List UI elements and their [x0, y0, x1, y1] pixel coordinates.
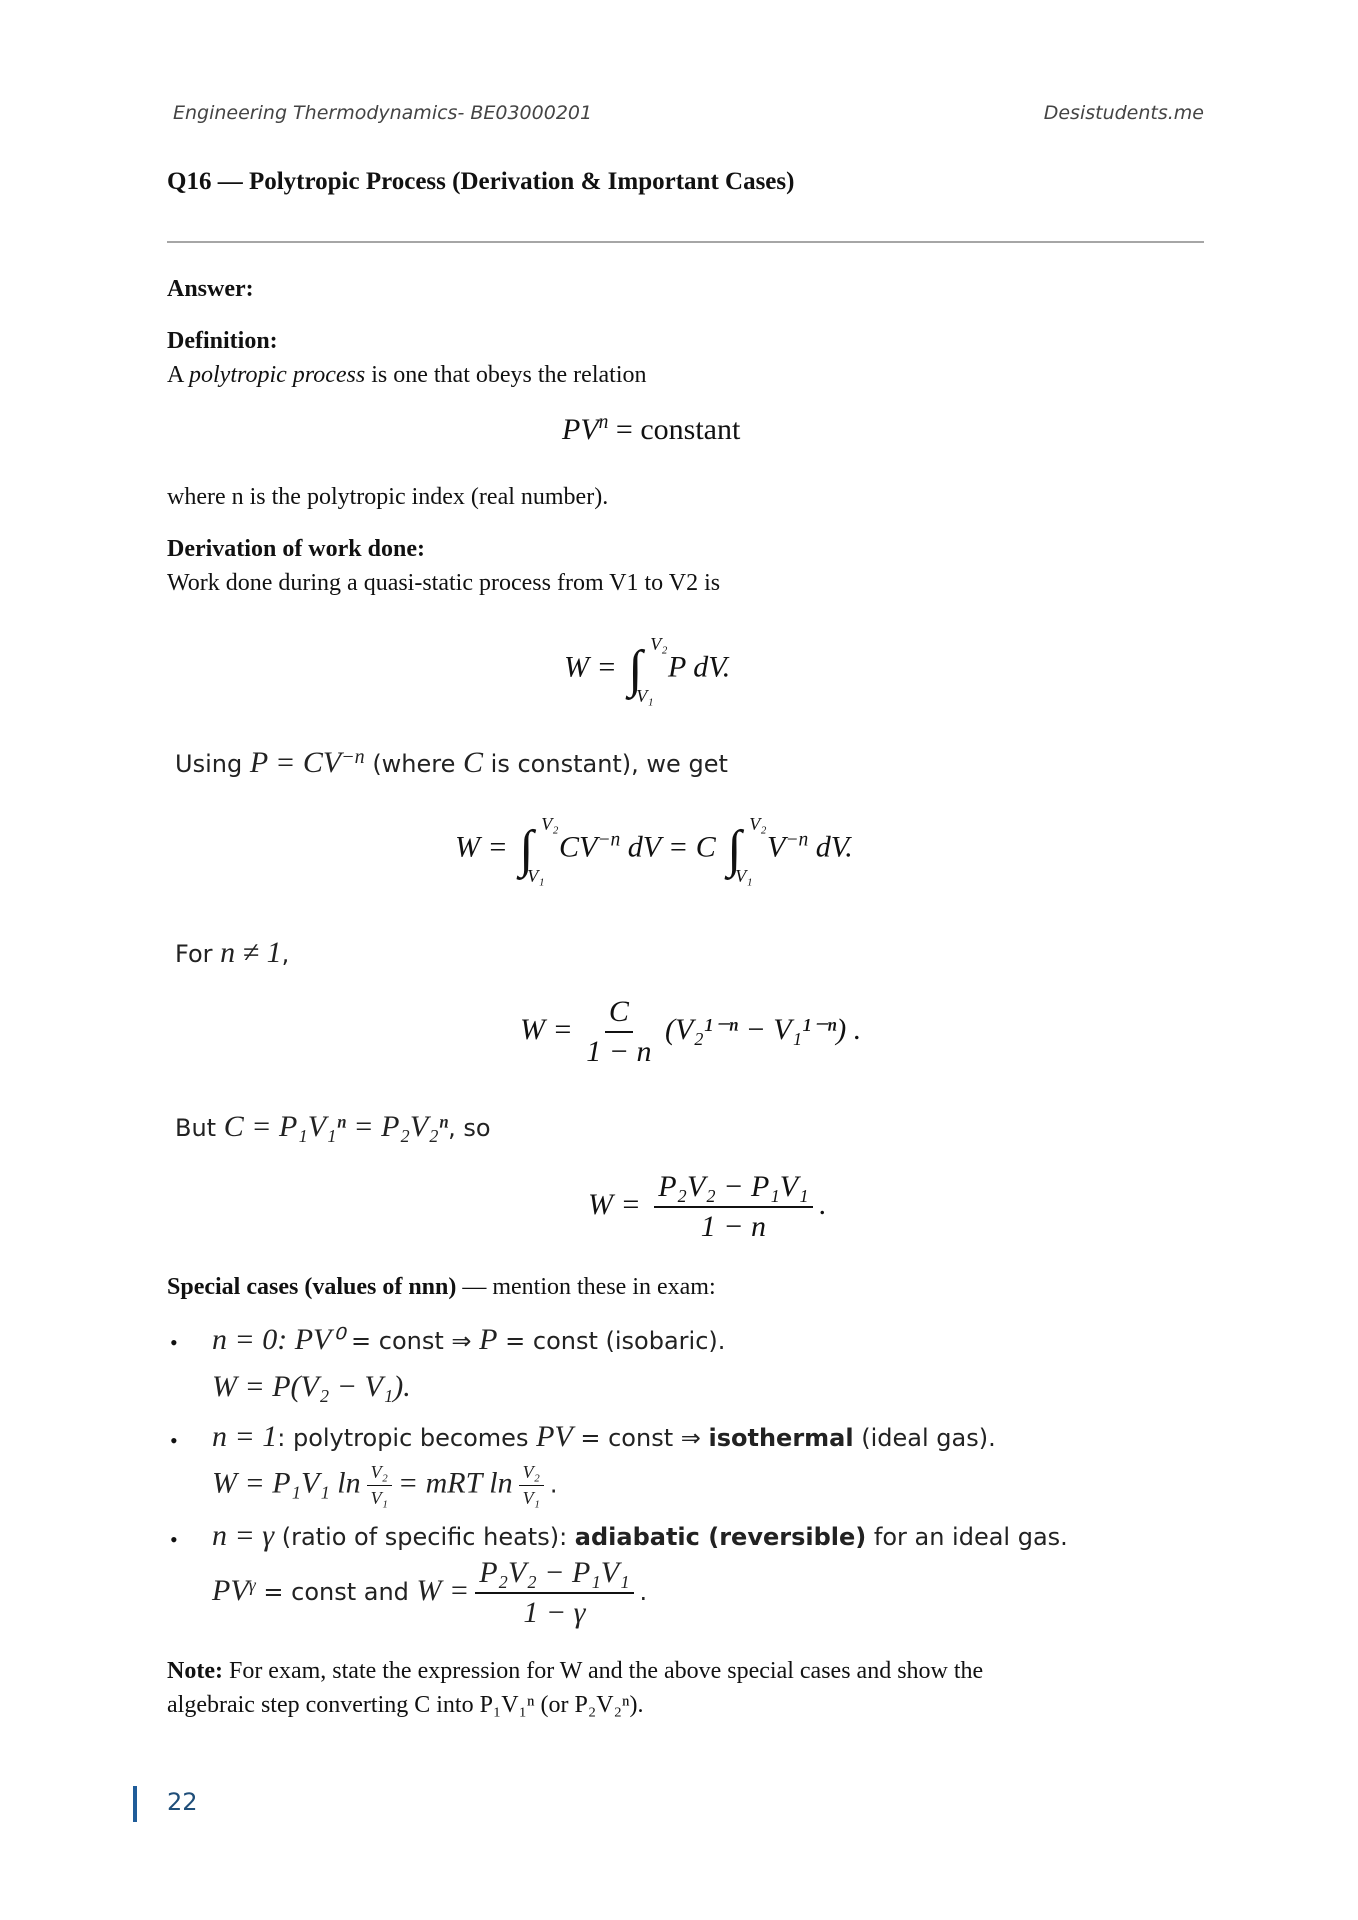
case-ngamma-work: [212, 1556, 647, 1630]
derivation-heading: Derivation of work done:: [167, 536, 425, 562]
case-n0-work: [212, 1370, 411, 1404]
header-site: Desistudents.me: [1043, 102, 1204, 124]
integral-sign: [628, 634, 668, 706]
text: — mention these in exam:: [456, 1274, 716, 1300]
eq-part: −n: [341, 746, 365, 768]
upper-limit: V₂: [749, 814, 767, 834]
text: (ratio of specific heats):: [274, 1523, 575, 1551]
text: is constant), we get: [483, 750, 728, 778]
eq-part: W =: [588, 1187, 641, 1221]
eq-part: ∫: [519, 821, 534, 878]
numerator: P₂V₂ − P₁V₁: [654, 1170, 812, 1208]
text: , so: [448, 1114, 491, 1142]
text: = const ⇒: [343, 1327, 480, 1355]
eq-part: n: [598, 412, 609, 433]
text: = const ⇒: [572, 1424, 709, 1452]
heading: Special cases (values of nnn): [167, 1274, 457, 1300]
denominator: V₁: [522, 1488, 540, 1508]
eq-part: W =: [455, 830, 508, 864]
case-n1: [212, 1420, 996, 1454]
upper-limit: V₂: [650, 634, 668, 654]
eq-part: W =: [520, 1012, 573, 1046]
fraction: [519, 1462, 544, 1509]
answer-label: Answer:: [167, 276, 254, 302]
case-n0: [212, 1322, 725, 1357]
eq-part: dV = C: [620, 830, 716, 864]
bullet-icon: •: [170, 1330, 178, 1355]
eq-part: W = P(V₂ − V₁).: [212, 1370, 411, 1403]
text: A: [167, 362, 190, 388]
text: isothermal: [708, 1424, 854, 1452]
text: Using: [175, 750, 250, 778]
eq-part: n = 0: PV⁰: [212, 1323, 344, 1356]
fraction: [586, 995, 651, 1069]
denominator: 1 − n: [700, 1210, 766, 1243]
eq-part: C = P₁V₁ⁿ = P₂V₂ⁿ: [223, 1110, 449, 1143]
text: = const and: [255, 1578, 417, 1606]
page-number: 22: [167, 1788, 198, 1816]
eq-part: P = CV: [249, 746, 342, 779]
term: polytropic process: [189, 362, 366, 388]
eq-part: ∫: [628, 641, 643, 698]
eq-part: .: [818, 1187, 826, 1221]
text: for an ideal gas.: [866, 1523, 1068, 1551]
eq-part: = constant: [608, 413, 741, 446]
fraction: [654, 1170, 812, 1244]
fraction: [475, 1556, 633, 1630]
eq-part: (V₂¹⁻ⁿ − V₁¹⁻ⁿ) .: [664, 1012, 862, 1046]
using-line: [175, 746, 728, 780]
equation-work-substituted: [455, 814, 853, 886]
lower-limit: V₁: [636, 686, 654, 706]
eq-part: W = P₁V₁ ln: [212, 1466, 361, 1500]
equation-work-n-not-1: [520, 995, 861, 1069]
eq-part: n ≠ 1: [220, 936, 282, 969]
text: (ideal gas).: [853, 1424, 996, 1452]
numerator: V₂: [367, 1462, 392, 1486]
note-line-2: algebraic step converting C into P₁V₁ⁿ (or P₂V₂ⁿ).: [167, 1692, 644, 1718]
eq-part: −n: [597, 829, 621, 851]
note-line-1: [167, 1658, 983, 1685]
case-ngamma: [212, 1519, 1068, 1553]
header-course-title: Engineering Thermodynamics- BE03000201: [173, 102, 593, 124]
text: : polytropic becomes: [277, 1424, 537, 1452]
eq-part: P: [479, 1323, 498, 1356]
text: adiabatic (reversible): [574, 1523, 867, 1551]
for-line: [175, 936, 289, 970]
integral-sign: [727, 814, 767, 886]
denominator: 1 − n: [586, 1035, 652, 1068]
eq-part: W =: [564, 650, 617, 684]
numerator: V₂: [519, 1462, 544, 1486]
divider: [167, 241, 1204, 243]
eq-part: C: [463, 746, 484, 779]
lower-limit: V₁: [527, 866, 545, 886]
lower-limit: V₁: [735, 866, 753, 886]
text: ,: [281, 940, 290, 968]
text: For: [175, 940, 221, 968]
eq-part: W =: [416, 1574, 470, 1607]
note-label: Note:: [167, 1658, 223, 1684]
definition-text: [167, 362, 646, 389]
bullet-icon: •: [170, 1428, 178, 1453]
derivation-intro: Work done during a quasi-static process from V1 to V2 is: [167, 570, 721, 596]
case-n1-work: [212, 1462, 557, 1509]
eq-part: CV: [558, 830, 598, 864]
eq-part: .: [639, 1578, 648, 1606]
eq-part: .: [549, 1470, 558, 1499]
text: (where: [364, 750, 464, 778]
equation-pvn: [562, 412, 740, 447]
bullet-icon: •: [170, 1527, 178, 1552]
text: For exam, state the expression for W and the above special cases and show the: [222, 1658, 984, 1684]
eq-part: −n: [785, 829, 809, 851]
page-number-bar: [133, 1786, 137, 1822]
upper-limit: V₂: [541, 814, 559, 834]
but-line: [175, 1110, 491, 1144]
eq-part: n = 1: [212, 1420, 278, 1453]
equation-work-integral: [564, 634, 731, 706]
text: = const (isobaric).: [497, 1327, 726, 1355]
equation-work-final: [588, 1170, 826, 1244]
numerator: P₂V₂ − P₁V₁: [475, 1556, 633, 1594]
special-heading: [167, 1274, 716, 1301]
eq-part: PV: [562, 413, 599, 446]
page-title: Q16 — Polytropic Process (Derivation & Important Cases): [167, 168, 795, 195]
text: But: [175, 1114, 224, 1142]
eq-part: ∫: [727, 821, 742, 878]
eq-part: γ: [248, 1575, 256, 1595]
where-text: where n is the polytropic index (real number).: [167, 484, 609, 510]
text: is one that obeys the relation: [365, 362, 647, 388]
definition-heading: Definition:: [167, 328, 278, 354]
eq-part: n = γ: [212, 1519, 275, 1552]
eq-part: dV.: [808, 830, 853, 864]
eq-part: = mRT ln: [397, 1466, 513, 1500]
eq-part: P dV.: [667, 650, 731, 684]
eq-part: PV: [212, 1574, 249, 1607]
integral-sign: [519, 814, 559, 886]
denominator: 1 − γ: [523, 1596, 586, 1629]
fraction: [367, 1462, 392, 1509]
eq-part: PV: [536, 1420, 573, 1453]
eq-part: V: [767, 830, 786, 864]
numerator: C: [605, 995, 633, 1033]
denominator: V₁: [370, 1488, 388, 1508]
